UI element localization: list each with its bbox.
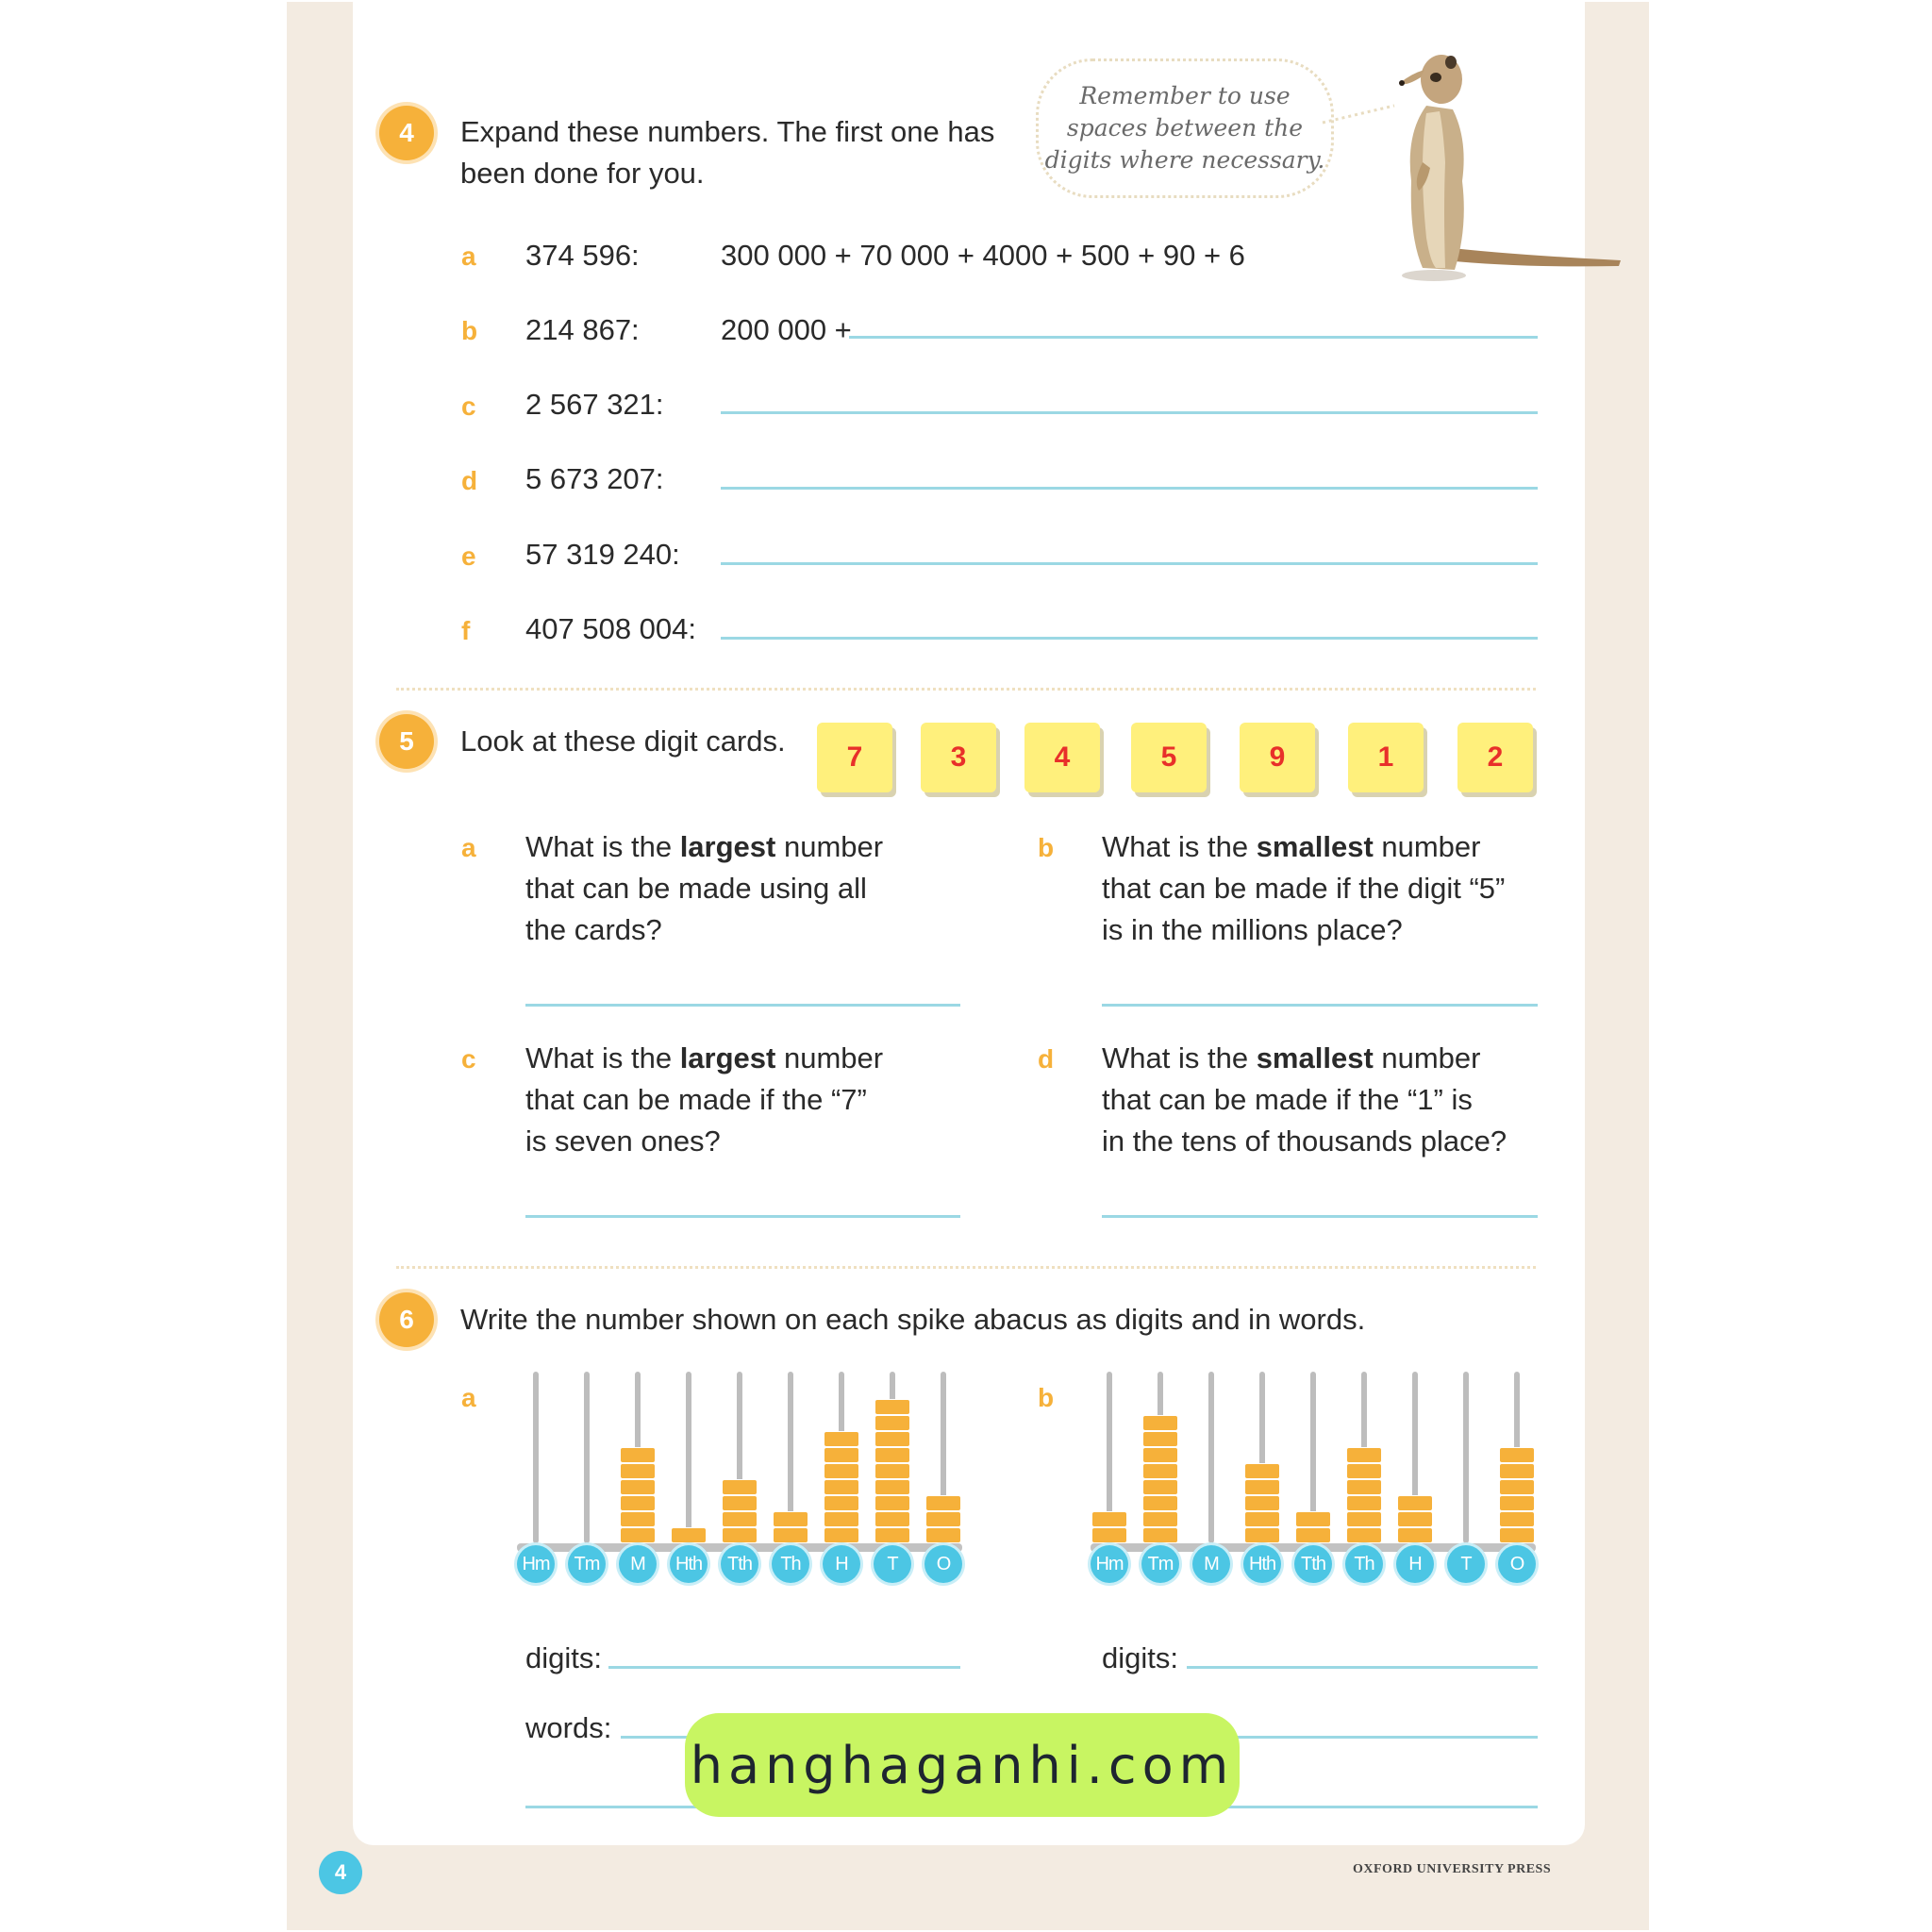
- q4-item-f-answer-line[interactable]: [721, 637, 1538, 640]
- q5-part-b-emphasis: smallest: [1256, 830, 1374, 863]
- place-value-label: Th: [772, 1545, 809, 1583]
- q5-part-a-text: What is the: [525, 830, 680, 863]
- q5-part-c-text-end: number: [775, 1041, 884, 1074]
- page-number-badge: 4: [319, 1851, 362, 1894]
- digit-card: 7: [817, 723, 892, 792]
- abacus-bead: [824, 1511, 859, 1527]
- q5-part-a-answer-line[interactable]: [525, 1004, 960, 1007]
- abacus-bead: [1142, 1495, 1178, 1511]
- abacus-spike: [686, 1372, 691, 1543]
- abacus-bead: [874, 1415, 910, 1431]
- q4-item-b-letter: b: [461, 316, 478, 345]
- q4-item-c-letter: c: [461, 391, 476, 421]
- abacus-bead: [1346, 1527, 1382, 1543]
- abacus-bead: [925, 1495, 961, 1511]
- q4-item-d-letter: d: [461, 466, 478, 495]
- abacus-bead: [671, 1527, 707, 1543]
- abacus-bead: [824, 1479, 859, 1495]
- digit-card: 9: [1240, 723, 1315, 792]
- place-value-label: Th: [1345, 1545, 1383, 1583]
- q6-abacus-b-letter: b: [1038, 1383, 1055, 1412]
- abacus-bead: [1142, 1527, 1178, 1543]
- digit-card: 3: [921, 723, 996, 792]
- q5-part-c-answer-line[interactable]: [525, 1215, 960, 1218]
- place-value-label: T: [1447, 1545, 1485, 1583]
- q4-item-f-letter: f: [461, 616, 471, 645]
- abacus-spike: [533, 1372, 539, 1543]
- q4-item-b-answer-start: 200 000 +: [721, 313, 852, 346]
- q6-abacus-a-letter: a: [461, 1383, 476, 1412]
- question-6-instruction: Write the number shown on each spike abacus as digits and in words.: [460, 1303, 1366, 1336]
- abacus-bead: [1397, 1511, 1433, 1527]
- place-value-label: H: [1396, 1545, 1434, 1583]
- abacus-bead: [1091, 1511, 1127, 1527]
- digit-card: 2: [1457, 723, 1533, 792]
- place-value-label: M: [619, 1545, 657, 1583]
- q5-part-c-line-2: that can be made if the “7”: [525, 1083, 867, 1116]
- abacus-bead: [874, 1463, 910, 1479]
- question-4-instruction-line-2: been done for you.: [460, 157, 705, 190]
- abacus-bead: [824, 1447, 859, 1463]
- abacus-bead: [1397, 1527, 1433, 1543]
- abacus-bead: [620, 1495, 656, 1511]
- digit-card: 1: [1348, 723, 1424, 792]
- place-value-label: Hth: [670, 1545, 708, 1583]
- q5-part-b-letter: b: [1038, 833, 1055, 862]
- abacus-bead: [824, 1527, 859, 1543]
- place-value-label: O: [1498, 1545, 1536, 1583]
- q5-part-b-text: What is the: [1102, 830, 1257, 863]
- q6-b-words-line[interactable]: [1198, 1736, 1538, 1739]
- abacus-bead: [1346, 1495, 1382, 1511]
- digit-card: 5: [1131, 723, 1207, 792]
- abacus-bead: [1346, 1479, 1382, 1495]
- abacus-bead: [925, 1511, 961, 1527]
- abacus-bead: [1499, 1527, 1535, 1543]
- abacus-bead: [1142, 1479, 1178, 1495]
- abacus-bead: [874, 1479, 910, 1495]
- question-6-badge: 6: [379, 1292, 434, 1347]
- abacus-bead: [1499, 1495, 1535, 1511]
- q5-part-b-text-end: number: [1373, 830, 1481, 863]
- place-value-label: Tm: [568, 1545, 606, 1583]
- abacus-bead: [1091, 1527, 1127, 1543]
- spike-abacus-a: [517, 1358, 989, 1594]
- place-value-label: Tm: [1141, 1545, 1179, 1583]
- place-value-label: M: [1192, 1545, 1230, 1583]
- q4-item-c-number: 2 567 321:: [525, 388, 664, 421]
- abacus-bead: [824, 1431, 859, 1447]
- abacus-bead: [1295, 1511, 1331, 1527]
- abacus-bead: [722, 1511, 758, 1527]
- abacus-bead: [620, 1527, 656, 1543]
- place-value-label: H: [823, 1545, 860, 1583]
- abacus-bead: [874, 1527, 910, 1543]
- question-5-badge: 5: [379, 714, 434, 769]
- q6-a-digits-line[interactable]: [608, 1666, 960, 1669]
- q5-part-a-letter: a: [461, 833, 476, 862]
- q5-part-d-text-end: number: [1373, 1041, 1481, 1074]
- section-divider-1: [396, 688, 1536, 691]
- q5-part-d-emphasis: smallest: [1256, 1041, 1374, 1074]
- abacus-bead: [874, 1399, 910, 1415]
- q5-part-d-question: [1102, 1038, 1507, 1162]
- q5-part-b-line-3: is in the millions place?: [1102, 913, 1403, 946]
- q6-b-digits-label: digits:: [1102, 1641, 1178, 1674]
- q4-item-d-answer-line[interactable]: [721, 487, 1538, 490]
- q4-item-f-number: 407 508 004:: [525, 612, 697, 645]
- q5-part-c-question: [525, 1038, 883, 1162]
- abacus-bead: [1499, 1511, 1535, 1527]
- abacus-bead: [1244, 1463, 1280, 1479]
- place-value-label: Hm: [517, 1545, 555, 1583]
- abacus-bead: [874, 1431, 910, 1447]
- abacus-bead: [773, 1511, 808, 1527]
- abacus-bead: [1142, 1447, 1178, 1463]
- abacus-bead: [722, 1527, 758, 1543]
- meerkat-illustration: [1377, 49, 1623, 285]
- q5-part-b-line-2: that can be made if the digit “5”: [1102, 872, 1506, 905]
- q5-part-b-answer-line[interactable]: [1102, 1004, 1538, 1007]
- q5-part-d-text: What is the: [1102, 1041, 1257, 1074]
- q5-part-c-emphasis: largest: [679, 1041, 776, 1074]
- q5-part-c-line-3: is seven ones?: [525, 1124, 721, 1158]
- q4-item-a-number: 374 596:: [525, 239, 640, 272]
- q4-item-e-number: 57 319 240:: [525, 538, 680, 571]
- abacus-bead: [925, 1527, 961, 1543]
- q4-item-a-letter: a: [461, 242, 476, 271]
- abacus-bead: [874, 1511, 910, 1527]
- tip-line-1: Remember to use: [1079, 82, 1291, 109]
- question-5-instruction: Look at these digit cards.: [460, 724, 786, 758]
- abacus-bead: [824, 1495, 859, 1511]
- abacus-bead: [874, 1495, 910, 1511]
- place-value-label: Tth: [721, 1545, 758, 1583]
- place-value-label: Hm: [1091, 1545, 1128, 1583]
- abacus-bead: [1244, 1511, 1280, 1527]
- abacus-bead: [620, 1447, 656, 1463]
- abacus-bead: [1499, 1447, 1535, 1463]
- abacus-bead: [1295, 1527, 1331, 1543]
- q5-part-c-text: What is the: [525, 1041, 680, 1074]
- q6-b-digits-line[interactable]: [1187, 1666, 1538, 1669]
- q4-item-b-answer-line[interactable]: [849, 336, 1538, 339]
- abacus-bead: [824, 1463, 859, 1479]
- q5-part-d-letter: d: [1038, 1044, 1055, 1074]
- q4-item-e-answer-line[interactable]: [721, 562, 1538, 565]
- tip-speech-bubble: [1036, 58, 1334, 198]
- place-value-label: T: [874, 1545, 911, 1583]
- abacus-bead: [722, 1495, 758, 1511]
- abacus-spike: [1463, 1372, 1469, 1543]
- question-4-instruction-line-1: Expand these numbers. The first one has: [460, 115, 995, 148]
- q5-part-a-line-2: that can be made using all: [525, 872, 867, 905]
- question-4-instruction: [460, 111, 994, 194]
- abacus-bead: [1244, 1527, 1280, 1543]
- abacus-bead: [1346, 1511, 1382, 1527]
- tip-line-3: digits where necessary.: [1044, 146, 1325, 174]
- abacus-bead: [1142, 1463, 1178, 1479]
- q6-a-words-label: words:: [525, 1711, 612, 1744]
- abacus-bead: [1499, 1463, 1535, 1479]
- question-4-badge: 4: [379, 106, 434, 160]
- abacus-spike: [1208, 1372, 1214, 1543]
- digit-card: 4: [1024, 723, 1100, 792]
- place-value-label: Tth: [1294, 1545, 1332, 1583]
- q5-part-a-emphasis: largest: [679, 830, 776, 863]
- q5-part-d-line-3: in the tens of thousands place?: [1102, 1124, 1507, 1158]
- q5-part-d-line-2: that can be made if the “1” is: [1102, 1083, 1473, 1116]
- abacus-bead: [1397, 1495, 1433, 1511]
- abacus-bead: [1346, 1447, 1382, 1463]
- abacus-bead: [1142, 1431, 1178, 1447]
- section-divider-2: [396, 1266, 1536, 1269]
- q5-part-a-text-end: number: [775, 830, 884, 863]
- abacus-bead: [1244, 1495, 1280, 1511]
- abacus-bead: [722, 1479, 758, 1495]
- abacus-bead: [1142, 1415, 1178, 1431]
- q6-a-digits-label: digits:: [525, 1641, 602, 1674]
- q4-item-c-answer-line[interactable]: [721, 411, 1538, 414]
- abacus-bead: [620, 1479, 656, 1495]
- q4-item-e-letter: e: [461, 541, 476, 571]
- q5-part-a-question: [525, 826, 883, 951]
- place-value-label: O: [924, 1545, 962, 1583]
- abacus-bead: [620, 1511, 656, 1527]
- abacus-bead: [773, 1527, 808, 1543]
- abacus-spike: [584, 1372, 590, 1543]
- q5-part-c-letter: c: [461, 1044, 476, 1074]
- spike-abacus-b: [1091, 1358, 1562, 1594]
- abacus-bead: [1244, 1479, 1280, 1495]
- q5-part-a-line-3: the cards?: [525, 913, 662, 946]
- q5-part-b-question: [1102, 826, 1505, 951]
- abacus-bead: [620, 1463, 656, 1479]
- q4-item-d-number: 5 673 207:: [525, 462, 664, 495]
- abacus-bead: [1346, 1463, 1382, 1479]
- publisher-logo: OXFORD UNIVERSITY PRESS: [1353, 1862, 1552, 1876]
- tip-line-2: spaces between the: [1066, 114, 1304, 142]
- abacus-bead: [1142, 1511, 1178, 1527]
- watermark-banner: hanghaganhi.com: [685, 1713, 1240, 1817]
- abacus-bead: [874, 1447, 910, 1463]
- abacus-bead: [1499, 1479, 1535, 1495]
- place-value-label: Hth: [1243, 1545, 1281, 1583]
- q4-item-a-answer: 300 000 + 70 000 + 4000 + 500 + 90 + 6: [721, 239, 1245, 272]
- q4-item-b-number: 214 867:: [525, 313, 640, 346]
- q5-part-d-answer-line[interactable]: [1102, 1215, 1538, 1218]
